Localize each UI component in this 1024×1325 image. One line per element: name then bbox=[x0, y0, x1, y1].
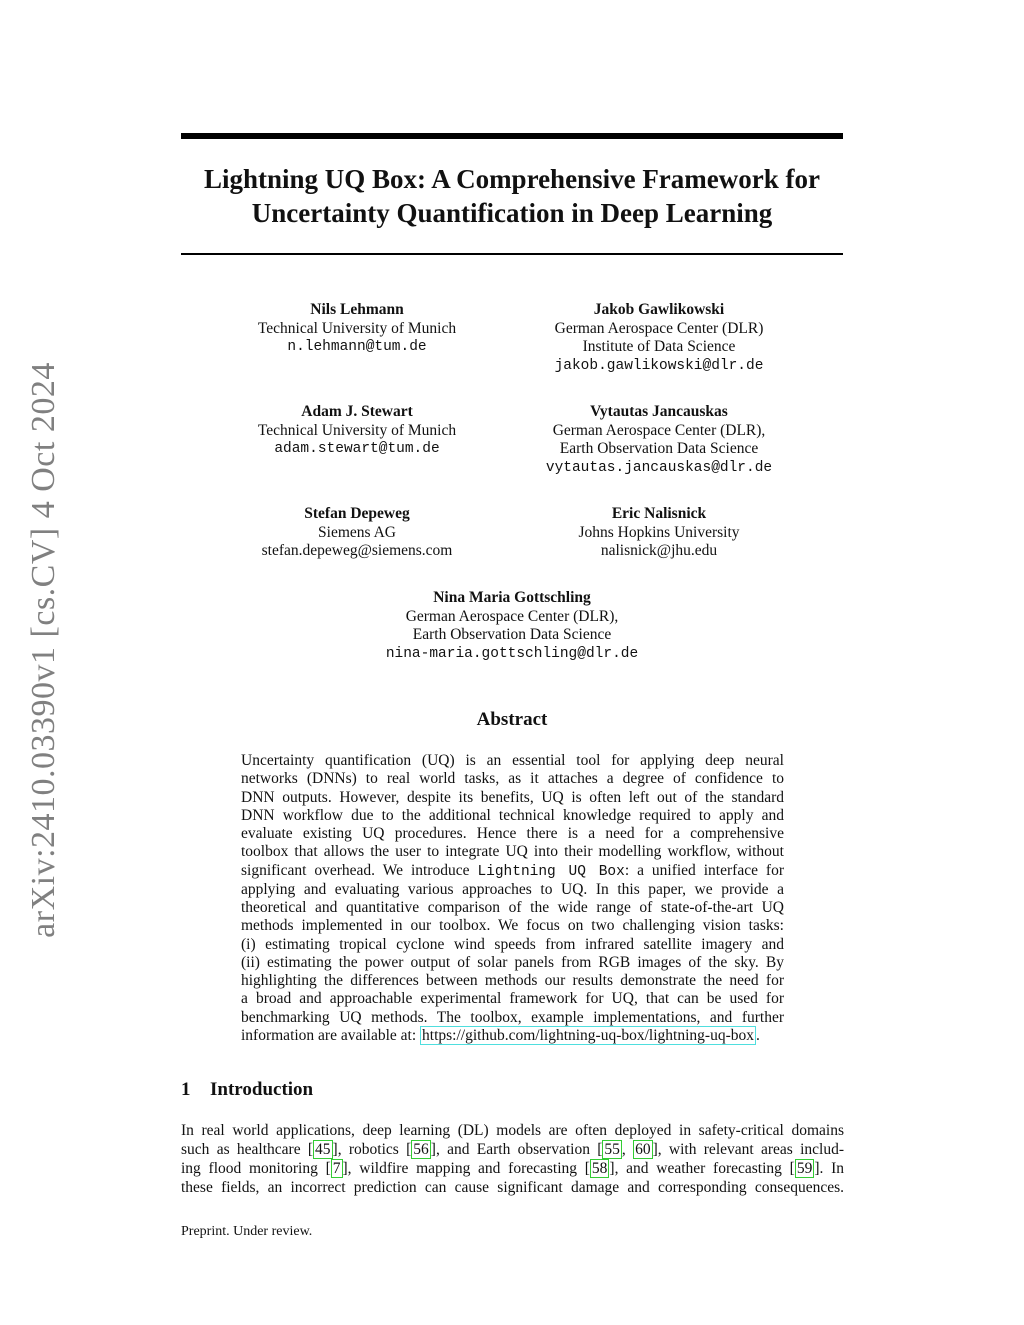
author-email: adam.stewart@tum.de bbox=[274, 441, 440, 457]
section-title: Introduction bbox=[210, 1079, 314, 1100]
abstract-line: DNN workflow due to the additional technical knowledge required to apply and bbox=[241, 806, 784, 824]
author-email: nina-maria.gottschling@dlr.de bbox=[385, 645, 639, 662]
author-affiliation: Johns Hopkins University bbox=[578, 523, 740, 541]
arxiv-sidebar bbox=[18, 362, 70, 938]
author-block-nalisnick bbox=[528, 505, 790, 561]
abstract-line: methods implemented in our toolbox. We focus on two challenging vision tasks: bbox=[241, 917, 784, 935]
author-affiliation: Technical University of Munich bbox=[257, 319, 457, 337]
abstract-line: (i) estimating tropical cyclone wind speeds from infrared satellite imagery and bbox=[241, 935, 784, 953]
author-affiliation: Earth Observation Data Science bbox=[412, 626, 612, 643]
author-block-jancauskas bbox=[528, 403, 790, 477]
citation-link[interactable]: 59 bbox=[796, 1160, 813, 1177]
author-block-gottschling bbox=[332, 589, 692, 663]
author-block-lehmann bbox=[232, 301, 482, 357]
github-link[interactable]: https://github.com/lightning-uq-box/lightning-uq-box bbox=[422, 1026, 754, 1044]
abstract-line: theoretical and quantitative comparison of the wide range of state-of-the-art UQ bbox=[241, 899, 784, 916]
intro-text: , bbox=[621, 1141, 634, 1158]
abstract-text: information are available at: bbox=[241, 1026, 421, 1044]
author-affiliation: German Aerospace Center (DLR), bbox=[405, 607, 619, 625]
abstract-text: . bbox=[755, 1026, 760, 1044]
title-line-2: Uncertainty Quantification in Deep Learning bbox=[251, 198, 773, 228]
intro-text: ], wildfire mapping and forecasting [ bbox=[342, 1160, 590, 1177]
abstract-text: significant overhead. We introduce bbox=[241, 861, 478, 879]
author-name: Stefan Depeweg bbox=[304, 505, 410, 522]
intro-text: ], and weather forecasting [ bbox=[609, 1160, 795, 1177]
intro-text: ], and Earth observation [ bbox=[430, 1141, 603, 1158]
footer-note: Preprint. Under review. bbox=[181, 1224, 313, 1239]
author-affiliation: German Aerospace Center (DLR), bbox=[552, 421, 766, 439]
paper-title bbox=[181, 162, 843, 230]
intro-text: ing flood monitoring [ bbox=[181, 1160, 331, 1177]
abstract-line: a broad and approachable experimental framework for UQ, that can be used for bbox=[241, 990, 784, 1008]
section-number: 1 bbox=[181, 1079, 191, 1100]
introduction-paragraph bbox=[181, 1121, 844, 1197]
author-affiliation: German Aerospace Center (DLR) bbox=[554, 319, 764, 337]
citation-link[interactable]: 45 bbox=[315, 1141, 331, 1158]
citation-link[interactable]: 7 bbox=[332, 1160, 341, 1177]
abstract-line: DNN outputs. However, despite its benefits, UQ is often left out of the standard bbox=[241, 788, 784, 806]
citation-link[interactable]: 58 bbox=[591, 1160, 608, 1177]
title-top-rule bbox=[181, 133, 843, 139]
author-name: Nina Maria Gottschling bbox=[433, 589, 591, 606]
abstract-line: benchmarking UQ methods. The toolbox, example implementations, and further bbox=[241, 1008, 784, 1026]
intro-text: ]. In bbox=[814, 1160, 844, 1177]
author-affiliation: Institute of Data Science bbox=[582, 338, 736, 355]
author-affiliation: Earth Observation Data Science bbox=[559, 440, 759, 457]
author-email: vytautas.jancauskas@dlr.de bbox=[545, 459, 773, 476]
author-name: Jakob Gawlikowski bbox=[593, 301, 725, 318]
author-name: Adam J. Stewart bbox=[301, 403, 413, 420]
author-block-gawlikowski bbox=[528, 301, 790, 375]
arxiv-identifier: arXiv:2410.03390v1 [cs.CV] 4 Oct 2024 bbox=[25, 362, 62, 938]
author-affiliation: Technical University of Munich bbox=[257, 421, 457, 439]
abstract-line: evaluate existing UQ procedures. Hence there is a need for a comprehensive bbox=[241, 825, 784, 842]
author-block-stewart bbox=[232, 403, 482, 459]
author-affiliation: Siemens AG bbox=[318, 523, 396, 541]
intro-line: In real world applications, deep learning (DL) models are often deployed in safety-critical domains bbox=[181, 1122, 844, 1139]
abstract-line: Uncertainty quantification (UQ) is an essential tool for applying deep neural bbox=[241, 752, 784, 769]
citation-link[interactable]: 60 bbox=[635, 1141, 651, 1158]
abstract-line: (ii) estimating the power output of solar panels from RGB images of the sky. By bbox=[241, 953, 784, 971]
intro-line: these fields, an incorrect prediction can cause significant damage and corresponding consequences. bbox=[181, 1179, 844, 1196]
abstract-text: : a unified interface for bbox=[624, 861, 784, 879]
intro-line bbox=[181, 1159, 844, 1178]
section-heading-introduction bbox=[181, 1079, 313, 1101]
author-name: Vytautas Jancauskas bbox=[590, 403, 728, 420]
toolbox-code-name: Lightning UQ Box bbox=[477, 863, 625, 880]
author-email: jakob.gawlikowski@dlr.de bbox=[554, 357, 764, 374]
abstract-line: networks (DNNs) to real world tasks, as it attaches a degree of confidence to bbox=[241, 770, 784, 788]
abstract-line: applying and evaluating various approaches to UQ. In this paper, we provide a bbox=[241, 880, 784, 898]
title-bottom-rule bbox=[181, 253, 843, 255]
title-line-1: Lightning UQ Box: A Comprehensive Framework for bbox=[204, 164, 820, 194]
abstract-line bbox=[241, 1027, 784, 1045]
abstract-line bbox=[241, 862, 784, 881]
author-block-depeweg bbox=[232, 505, 482, 561]
citation-link[interactable]: 56 bbox=[413, 1141, 429, 1158]
intro-text: such as healthcare [ bbox=[181, 1141, 314, 1158]
author-name: Eric Nalisnick bbox=[611, 505, 707, 522]
intro-line bbox=[181, 1140, 844, 1159]
author-email: n.lehmann@tum.de bbox=[287, 339, 427, 355]
intro-text: ], with relevant areas includ- bbox=[652, 1141, 845, 1158]
abstract-heading: Abstract bbox=[476, 709, 548, 730]
author-email: stefan.depeweg@siemens.com bbox=[261, 542, 453, 559]
abstract-line: highlighting the differences between methods our results demonstrate the need for bbox=[241, 972, 784, 989]
abstract-body bbox=[241, 752, 784, 1045]
author-email: nalisnick@jhu.edu bbox=[600, 542, 718, 559]
citation-link[interactable]: 55 bbox=[604, 1141, 620, 1158]
intro-text: ], robotics [ bbox=[332, 1141, 412, 1158]
abstract-line: toolbox that allows the user to integrate UQ into their modelling workflow, without bbox=[241, 843, 784, 861]
author-name: Nils Lehmann bbox=[310, 301, 404, 318]
